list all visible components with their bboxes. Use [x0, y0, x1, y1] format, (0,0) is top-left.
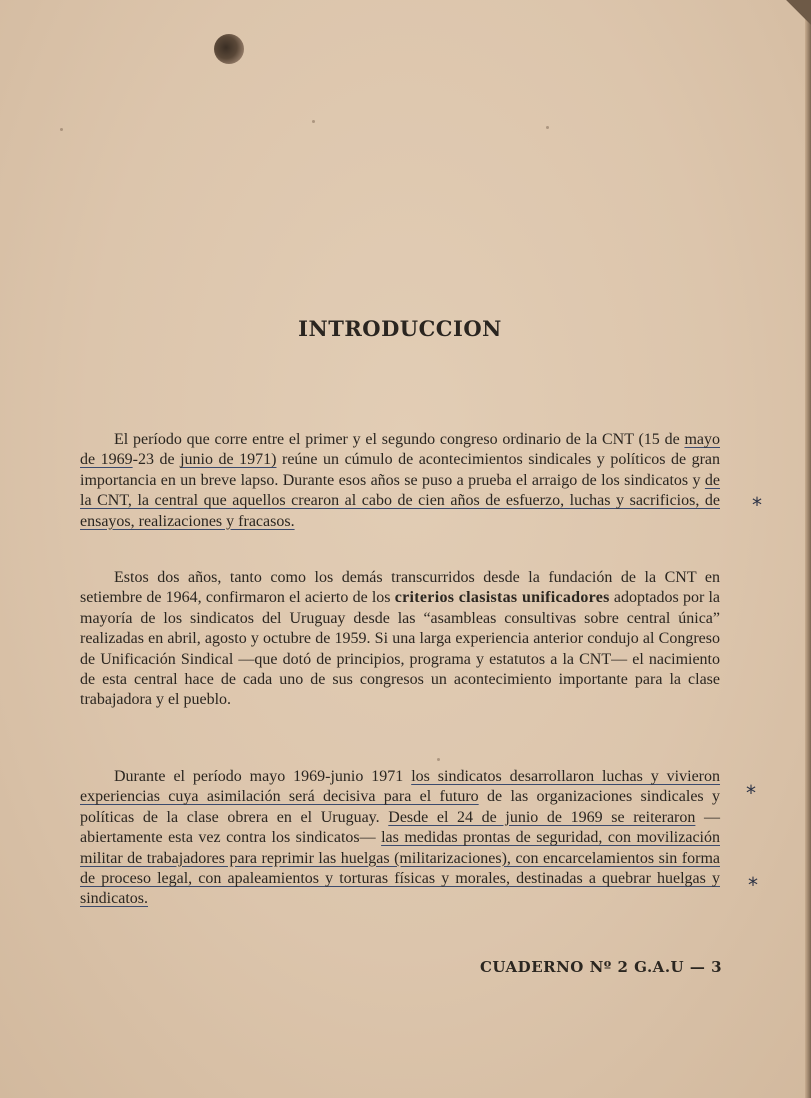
- paragraph-2: [80, 568, 720, 711]
- paragraph-text: Estos dos años, tanto como los demás transcurridos desde la fundación de la CNT en setiembre de 1964, confirmaron el acierto de los: [80, 569, 720, 607]
- punch-hole: [214, 34, 244, 64]
- paragraph-text: El período que corre entre el primer y el segundo congreso ordinario de la CNT (15 de: [114, 431, 685, 448]
- page-title: INTRODUCCION: [298, 316, 502, 341]
- underlined-text: los sindicatos desarrollaron luchas y vivieron experiencias cuya asimilación será decisiva para el futuro: [80, 768, 721, 806]
- underlined-text: de la CNT, la central que aquellos crearon al cabo de cien años de esfuerzo, luchas y sacrificios, de ensayos, realizaciones y fracasos.: [80, 471, 720, 530]
- paragraph-text: -23 de: [132, 451, 181, 469]
- paragraph-text: de las organizaciones sindicales y políticas de la clase obrera en el Uruguay.: [80, 788, 720, 826]
- paragraph-text: Durante el período mayo 1969-junio 1971: [114, 768, 412, 785]
- underlined-text: las medidas prontas de seguridad, con movilización militar de trabajadores para reprimir las huelgas (militarizaciones), con encarcelamientos sin forma de proceso legal, con apaleamientos y torturas físicas y morales, destinadas a quebrar huelgas y sindicatos.: [80, 829, 720, 908]
- margin-asterisk-mark: *: [748, 873, 758, 897]
- page-corner-fold: [781, 0, 811, 40]
- paragraph-1: [80, 430, 720, 532]
- paragraph-text: —abiertamente esta vez contra los sindicatos—: [80, 808, 720, 847]
- paper-speck: [60, 128, 63, 131]
- margin-asterisk-mark: *: [746, 781, 756, 805]
- paper-speck: [437, 758, 440, 761]
- underlined-text: mayo de 1969: [80, 431, 720, 469]
- bold-text: criterios clasistas unificadores: [394, 589, 610, 607]
- margin-asterisk-mark: *: [752, 493, 762, 517]
- page-edge-shadow: [805, 0, 811, 1098]
- page-footer: CUADERNO Nº 2 G.A.U — 3: [479, 958, 722, 976]
- paragraph-text: adoptados por la mayoría de los sindicatos del Uruguay desde las “asambleas consultivas sobre central única” realizadas en abril, agosto y octubre de 1959. Si una larga experiencia anterior condujo al Congreso de Unificación Sindical —que dotó de principios, programa y estatutos a la CNT— el nacimiento de esta central hace de cada uno de sus congresos un acontecimiento importante para la clase trabajadora y el pueblo.: [80, 589, 721, 709]
- underlined-text: junio de 1971): [180, 451, 277, 469]
- paper-speck: [546, 126, 549, 129]
- paragraph-3: [80, 767, 720, 910]
- underlined-text: Desde el 24 de junio de 1969 se reiteraron: [388, 808, 696, 826]
- paragraph-text: reúne un cúmulo de acontecimientos sindicales y políticos de gran importancia en un breve lapso. Durante esos años se puso a prueba el arraigo de los sindicatos y: [80, 451, 721, 489]
- paper-speck: [312, 120, 315, 123]
